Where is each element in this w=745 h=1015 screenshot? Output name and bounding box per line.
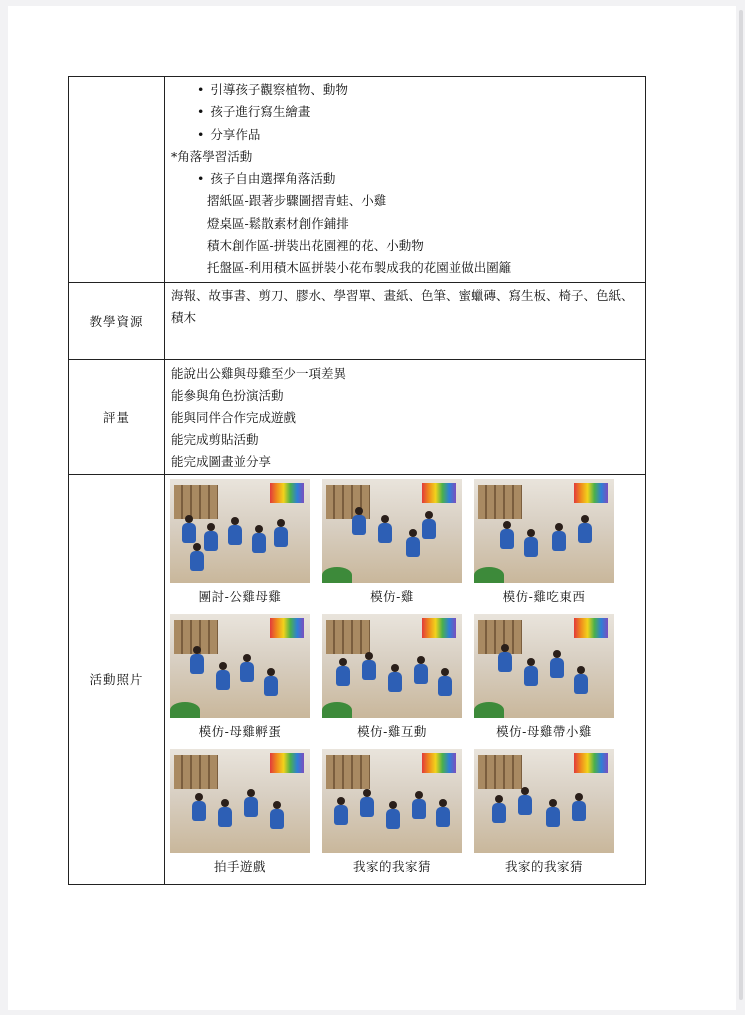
activity-photo xyxy=(322,479,462,583)
activity-photo xyxy=(322,749,462,853)
evaluation-item: 能參與角色扮演活動 xyxy=(171,387,284,403)
photo-caption: 模仿-雞吃東西 xyxy=(502,588,586,604)
activities-label-cell xyxy=(69,77,165,283)
photo-caption: 模仿-母雞孵蛋 xyxy=(198,723,282,739)
evaluation-item: 能與同伴合作完成遊戲 xyxy=(171,410,297,426)
activity-photo xyxy=(474,749,614,853)
activity-line: • 孩子進行寫生繪畫 xyxy=(171,101,645,123)
resources-row xyxy=(69,282,646,359)
activity-line: 積木創作區-拼裝出花園裡的花、小動物 xyxy=(207,238,424,254)
activity-line: 燈桌區-鬆散素材創作鋪排 xyxy=(207,215,349,231)
activity-section-title: *角落學習活動 xyxy=(171,148,253,164)
photo-item xyxy=(474,614,614,749)
document-page xyxy=(8,6,736,1010)
evaluation-label: 評量 xyxy=(69,359,165,474)
resources-content-cell xyxy=(165,282,646,359)
photo-item xyxy=(170,749,310,884)
evaluation-item: 能說出公雞與母雞至少一項差異 xyxy=(171,365,347,381)
activity-line: • 孩子自由選擇角落活動 xyxy=(171,168,645,190)
activities-content-cell xyxy=(165,77,646,283)
photos-content-cell xyxy=(165,474,646,884)
activity-photo xyxy=(170,614,310,718)
activities-row xyxy=(69,77,646,283)
activity-line: • 分享作品 xyxy=(171,124,645,146)
activity-photo xyxy=(474,614,614,718)
activity-photo xyxy=(170,479,310,583)
photo-caption: 我家的我家猜 xyxy=(352,858,431,874)
evaluation-item: 能完成剪貼活動 xyxy=(171,432,259,448)
photo-item xyxy=(170,479,310,614)
evaluation-content-cell xyxy=(165,359,646,474)
photo-item xyxy=(322,479,462,614)
activity-line: 摺紙區-跟著步驟圖摺青蛙、小雞 xyxy=(207,193,387,209)
lesson-plan-table xyxy=(68,76,646,885)
activity-line: 托盤區-利用積木區拼裝小花布製成我的花園並做出圍籬 xyxy=(207,260,512,276)
resources-label: 教學資源 xyxy=(69,282,165,359)
photos-label: 活動照片 xyxy=(69,474,165,884)
photo-caption: 模仿-雞互動 xyxy=(357,723,427,739)
resources-text: 海報、故事書、剪刀、膠水、學習單、畫紙、色筆、蜜蠟磚、寫生板、椅子、色紙、積木 xyxy=(171,287,634,325)
photo-caption: 模仿-母雞帶小雞 xyxy=(496,723,592,739)
photo-item xyxy=(474,479,614,614)
photo-caption: 團討-公雞母雞 xyxy=(198,588,282,604)
photo-item xyxy=(322,749,462,884)
activity-photo xyxy=(170,749,310,853)
activity-line: • 引導孩子觀察植物、動物 xyxy=(171,79,645,101)
evaluation-item: 能完成圖畫並分享 xyxy=(171,454,272,470)
photo-caption: 我家的我家猜 xyxy=(504,858,583,874)
photo-caption: 拍手遊戲 xyxy=(213,858,266,874)
evaluation-row xyxy=(69,359,646,474)
photo-caption: 模仿-雞 xyxy=(370,588,414,604)
photo-item xyxy=(170,614,310,749)
activity-photo xyxy=(474,479,614,583)
activity-photo xyxy=(322,614,462,718)
photos-row xyxy=(69,474,646,884)
scrollbar[interactable] xyxy=(739,10,743,1000)
photo-item xyxy=(474,749,614,884)
photo-item xyxy=(322,614,462,749)
